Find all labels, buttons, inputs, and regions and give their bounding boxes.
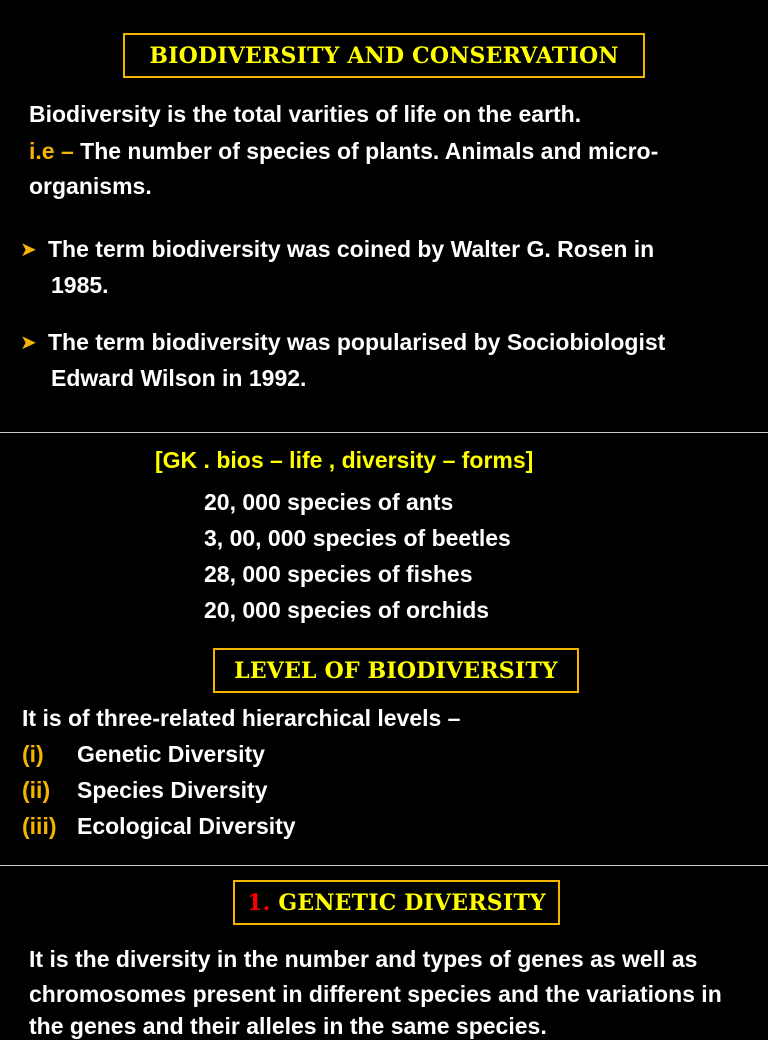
definition-line-1 bbox=[29, 100, 581, 128]
page-divider bbox=[0, 432, 768, 433]
genetic-body-text: the genes and their alleles in the same species. bbox=[29, 1013, 547, 1039]
bullet-coined-text-2: 1985. bbox=[51, 272, 109, 298]
genetic-title-text: GENETIC DIVERSITY bbox=[270, 889, 546, 916]
level-label: Ecological Diversity bbox=[77, 813, 296, 839]
levels-intro-text: It is of three-related hierarchical levels – bbox=[22, 705, 461, 731]
level-item bbox=[22, 776, 268, 804]
species-count-text: 20, 000 species of orchids bbox=[204, 597, 490, 623]
arrowhead-bullet-icon: ➤ bbox=[20, 330, 37, 354]
species-count-item bbox=[204, 524, 511, 552]
page-divider bbox=[0, 865, 768, 866]
bullet-popularised-text-2: Edward Wilson in 1992. bbox=[51, 365, 307, 391]
genetic-body-line bbox=[29, 980, 722, 1008]
ie-prefix: i.e – bbox=[29, 138, 74, 164]
level-item bbox=[22, 740, 265, 768]
section-title-levels bbox=[213, 648, 579, 693]
bullet-popularised bbox=[20, 328, 665, 356]
levels-intro bbox=[22, 704, 460, 732]
bullet-coined-text-1: The term biodiversity was coined by Walter G. Rosen in bbox=[48, 236, 655, 262]
bullet-coined bbox=[20, 235, 654, 263]
gk-note-text: [GK . bios – life , diversity – forms] bbox=[155, 447, 534, 473]
species-count-item bbox=[204, 560, 473, 588]
bullet-popularised-cont bbox=[51, 364, 306, 392]
level-number: (ii) bbox=[22, 777, 51, 803]
level-number: (i) bbox=[22, 741, 44, 767]
species-count-item bbox=[204, 596, 489, 624]
levels-title-text: LEVEL OF BIODIVERSITY bbox=[234, 657, 558, 684]
definition-text-1: Biodiversity is the total varities of life on the earth. bbox=[29, 101, 582, 127]
arrowhead-bullet-icon: ➤ bbox=[20, 237, 37, 261]
genetic-body-line bbox=[29, 1012, 547, 1040]
level-item bbox=[22, 812, 296, 840]
species-count-text: 28, 000 species of fishes bbox=[204, 561, 473, 587]
level-label: Genetic Diversity bbox=[77, 741, 265, 767]
species-count-item bbox=[204, 488, 453, 516]
genetic-body-text: chromosomes present in different species and the variations in bbox=[29, 981, 722, 1007]
definition-text-2: The number of species of plants. Animals and micro- bbox=[73, 138, 659, 164]
genetic-body-line bbox=[29, 945, 697, 973]
section-title-text: BIODIVERSITY AND CONSERVATION bbox=[149, 42, 619, 69]
section-title-genetic bbox=[233, 880, 560, 925]
level-number: (iii) bbox=[22, 813, 57, 839]
definition-line-2 bbox=[29, 137, 658, 165]
genetic-body-text: It is the diversity in the number and types of genes as well as bbox=[29, 946, 698, 972]
bullet-coined-cont bbox=[51, 271, 109, 299]
definition-text-3: organisms. bbox=[29, 173, 152, 199]
section-title-biodiversity bbox=[123, 33, 645, 78]
level-label: Species Diversity bbox=[77, 777, 268, 803]
species-count-text: 3, 00, 000 species of beetles bbox=[204, 525, 511, 551]
genetic-title-number: 1. bbox=[247, 889, 271, 916]
definition-line-3 bbox=[29, 172, 152, 200]
gk-note bbox=[155, 446, 533, 474]
species-count-text: 20, 000 species of ants bbox=[204, 489, 454, 515]
bullet-popularised-text-1: The term biodiversity was popularised by Sociobiologist bbox=[48, 329, 666, 355]
